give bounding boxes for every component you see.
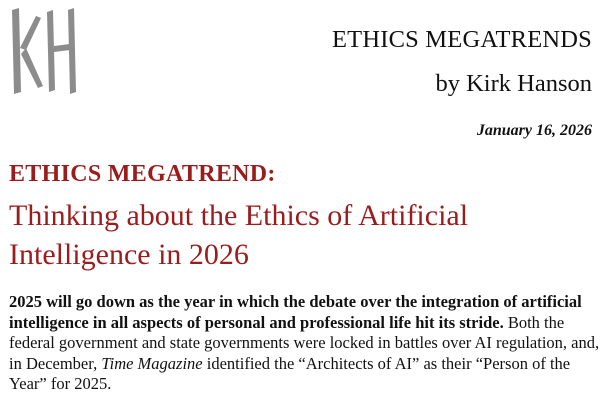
article-lead-paragraph	[9, 292, 601, 395]
kh-logo-mark	[10, 8, 78, 94]
publish-date: January 16, 2026	[476, 122, 592, 139]
article-kicker: ETHICS MEGATREND:	[9, 161, 276, 187]
publication-name: Time Magazine	[101, 353, 203, 373]
kh-logo	[10, 8, 78, 94]
lead-bold-text: 2025 will go down as the year in which the debate over the integration of artificial intelligence in all aspects of personal and professional life hit its stride.	[9, 292, 582, 332]
article-headline: Thinking about the Ethics of Artificial Intelligence in 2026	[9, 199, 469, 271]
lead-text-part-2: identified the “Architects of AI” as their “Person of the Year” for 2025.	[9, 353, 571, 393]
author-byline: by Kirk Hanson	[435, 70, 592, 97]
publication-title: ETHICS MEGATRENDS	[332, 26, 592, 53]
lead-text-part-1: Both the federal government and state governments were locked in battles over AI regulation, and, in December,	[9, 312, 600, 373]
